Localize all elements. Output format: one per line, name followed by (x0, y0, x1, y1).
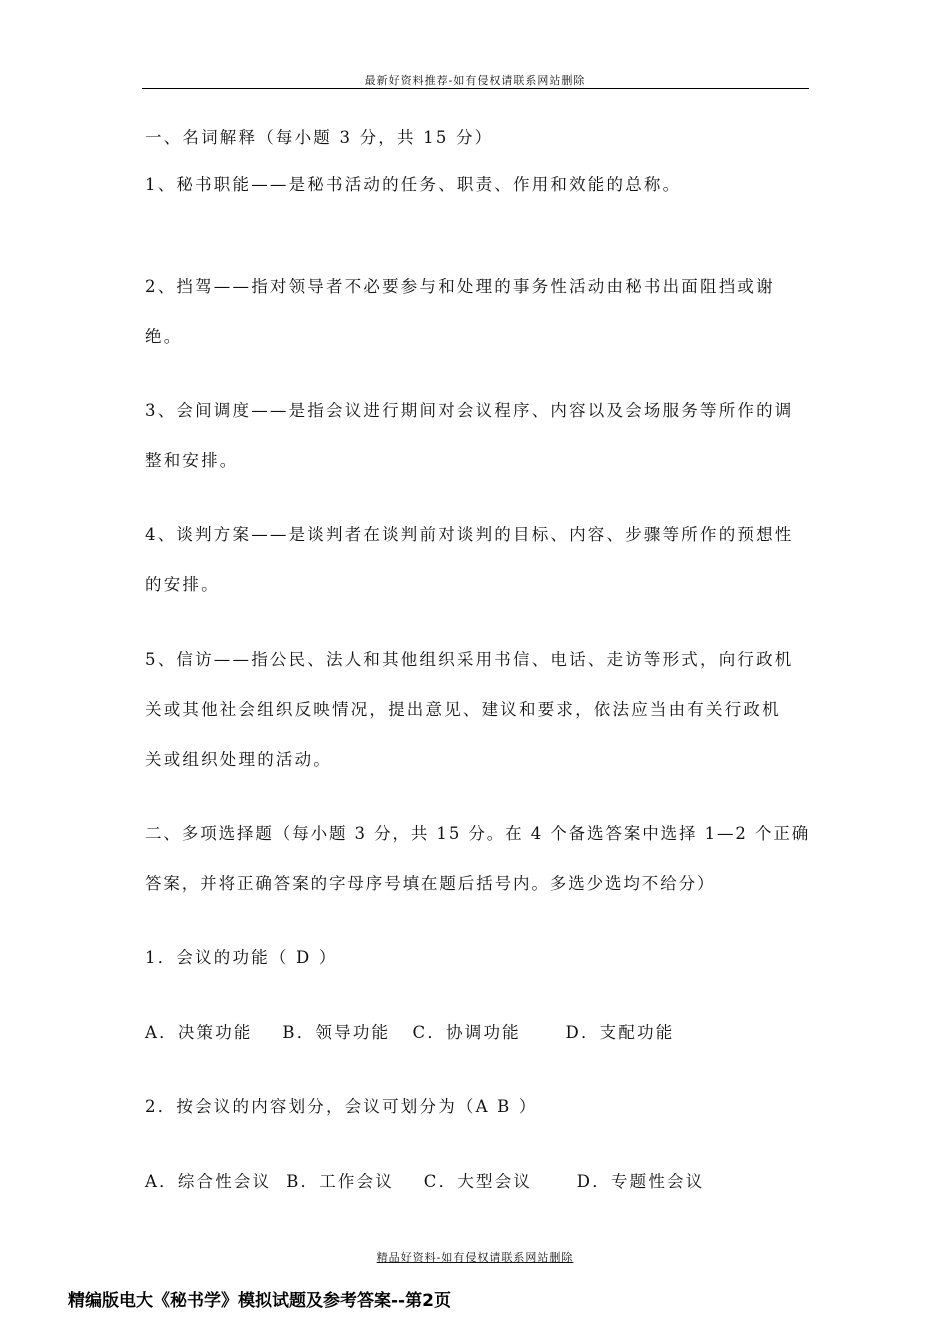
definition-line: 1、秘书职能——是秘书活动的任务、职责、作用和效能的总称。 (145, 175, 682, 194)
definition-line: 整和安排。 (145, 451, 239, 470)
section-2-title: 二、多项选择题（每小题 3 分，共 15 分。在 4 个备选答案中选择 1—2 个正确 (145, 824, 811, 843)
definition-line: 3、会间调度——是指会议进行期间对会议程序、内容以及会场服务等所作的调 (145, 401, 794, 420)
document-caption: 精编版电大《秘书学》模拟试题及参考答案--第2页 (68, 1291, 451, 1311)
definition-line: 关或其他社会组织反映情况，提出意见、建议和要求，依法应当由有关行政机 (145, 700, 781, 719)
definition-line: 的安排。 (145, 575, 220, 594)
header-text: 最新好资料推荐-如有侵权请联系网站删除 (364, 74, 586, 87)
definition-line: 2、挡驾——指对领导者不必要参与和处理的事务性活动由秘书出面阻挡或谢 (145, 277, 775, 296)
question-1-options: A．决策功能 B．领导功能 C．协调功能 D．支配功能 (145, 1023, 675, 1042)
definition-line: 关或组织处理的活动。 (145, 750, 332, 769)
question-2-options: A．综合性会议 B．工作会议 C．大型会议 D．专题性会议 (145, 1172, 705, 1191)
page-footer: 精品好资料-如有侵权请联系网站删除 (376, 1251, 574, 1264)
section-2-title-continued: 答案，并将正确答案的字母序号填在题后括号内。多选少选均不给分） (145, 874, 716, 893)
definition-line: 绝。 (145, 327, 183, 346)
definition-line: 5、信访——指公民、法人和其他组织采用书信、电话、走访等形式，向行政机 (145, 650, 794, 669)
question-2: 2．按会议的内容划分，会议可划分为（A B ） (145, 1097, 538, 1116)
question-1: 1．会议的功能（ D ） (145, 948, 338, 967)
header-divider (142, 88, 809, 89)
definition-line: 4、谈判方案——是谈判者在谈判前对谈判的目标、内容、步骤等所作的预想性 (145, 525, 794, 544)
section-1-title: 一、名词解释（每小题 3 分，共 15 分） (145, 128, 494, 147)
